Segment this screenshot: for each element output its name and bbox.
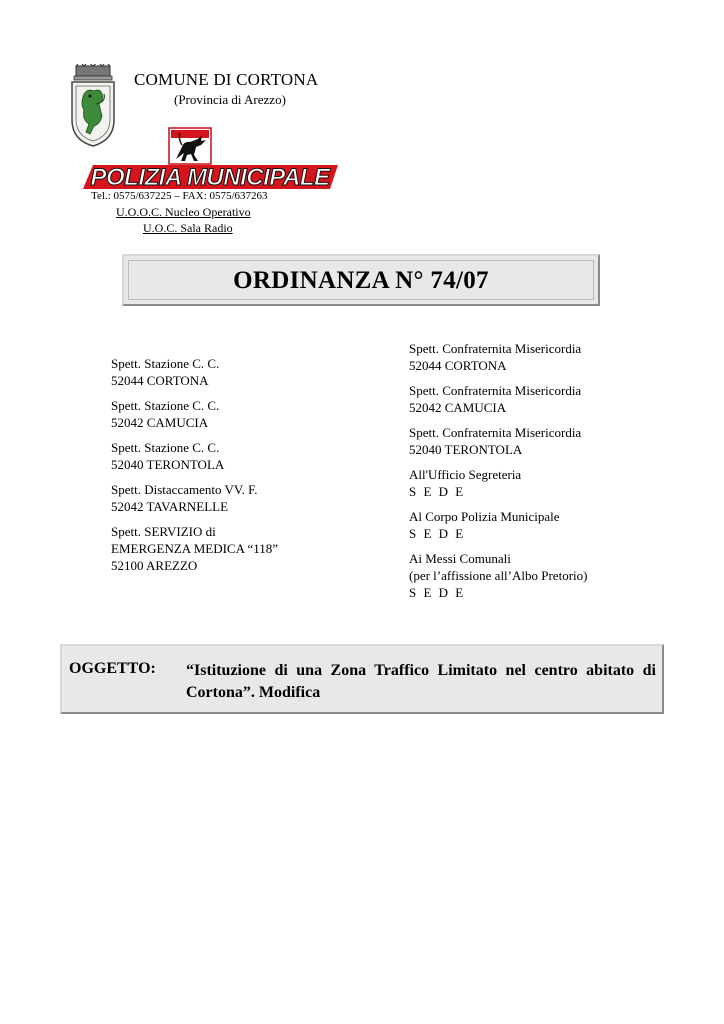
recipient-line: S E D E	[409, 484, 466, 499]
unit-sala-radio: U.O.C. Sala Radio	[143, 221, 233, 235]
recipient-entry	[409, 340, 649, 374]
unit-nucleo-operativo: U.O.O.C. Nucleo Operativo	[116, 205, 251, 219]
banner-text: POLIZIA MUNICIPALE	[90, 164, 330, 190]
recipient-line: 52042 CAMUCIA	[111, 415, 209, 430]
ordinanza-title-box	[122, 254, 600, 306]
recipient-line: EMERGENZA MEDICA “118”	[111, 541, 279, 556]
recipient-line: 52044 CORTONA	[111, 373, 209, 388]
recipient-entry	[409, 508, 649, 542]
recipient-entry	[111, 481, 351, 515]
recipients-right-column	[409, 340, 649, 609]
recipient-line: 52042 CAMUCIA	[409, 400, 507, 415]
recipients-left-column	[111, 355, 351, 582]
recipient-entry	[111, 523, 351, 574]
cortona-crest-icon	[66, 64, 120, 148]
recipient-line: 52040 TERONTOLA	[111, 457, 225, 472]
polizia-municipale-banner	[83, 162, 338, 190]
recipient-line: 52040 TERONTOLA	[409, 442, 523, 457]
recipient-entry	[409, 382, 649, 416]
recipient-line: 52100 AREZZO	[111, 558, 198, 573]
recipient-line: All'Ufficio Segreteria	[409, 467, 522, 482]
recipient-line: Spett. Distaccamento VV. F.	[111, 482, 258, 497]
recipient-line: Spett. Stazione C. C.	[111, 398, 220, 413]
recipient-entry	[409, 424, 649, 458]
recipient-line: Spett. Stazione C. C.	[111, 440, 220, 455]
provincia-subtitle: (Provincia di Arezzo)	[174, 92, 286, 107]
recipient-entry	[111, 397, 351, 431]
oggetto-box	[60, 644, 664, 714]
recipient-entry	[409, 466, 649, 500]
recipient-entry	[111, 355, 351, 389]
recipient-line: S E D E	[409, 526, 466, 541]
oggetto-label: OGGETTO:	[69, 660, 156, 677]
ordinanza-title: ORDINANZA N° 74/07	[233, 267, 489, 294]
recipient-entry	[111, 439, 351, 473]
recipient-line: S E D E	[409, 585, 466, 600]
recipient-line: Spett. Confraternita Misericordia	[409, 425, 582, 440]
recipient-line: Spett. Stazione C. C.	[111, 356, 220, 371]
recipient-line: 52044 CORTONA	[409, 358, 507, 373]
recipient-line: (per l’affissione all’Albo Pretorio)	[409, 568, 588, 583]
recipient-entry	[409, 550, 649, 601]
recipient-line: Spett. SERVIZIO di	[111, 524, 216, 539]
recipient-line: Spett. Confraternita Misericordia	[409, 383, 582, 398]
tuscany-pegasus-flag-icon	[168, 127, 212, 165]
contacts-line: Tel.: 0575/637225 – FAX: 0575/637263	[91, 190, 268, 202]
recipient-line: Spett. Confraternita Misericordia	[409, 341, 582, 356]
oggetto-text: “Istituzione di una Zona Traffico Limitato nel centro abitato di Cortona”. Modifica	[186, 662, 656, 701]
recipient-line: Ai Messi Comunali	[409, 551, 511, 566]
comune-title: COMUNE DI CORTONA	[134, 70, 319, 89]
recipient-line: Al Corpo Polizia Municipale	[409, 509, 560, 524]
recipient-line: 52042 TAVARNELLE	[111, 499, 229, 514]
